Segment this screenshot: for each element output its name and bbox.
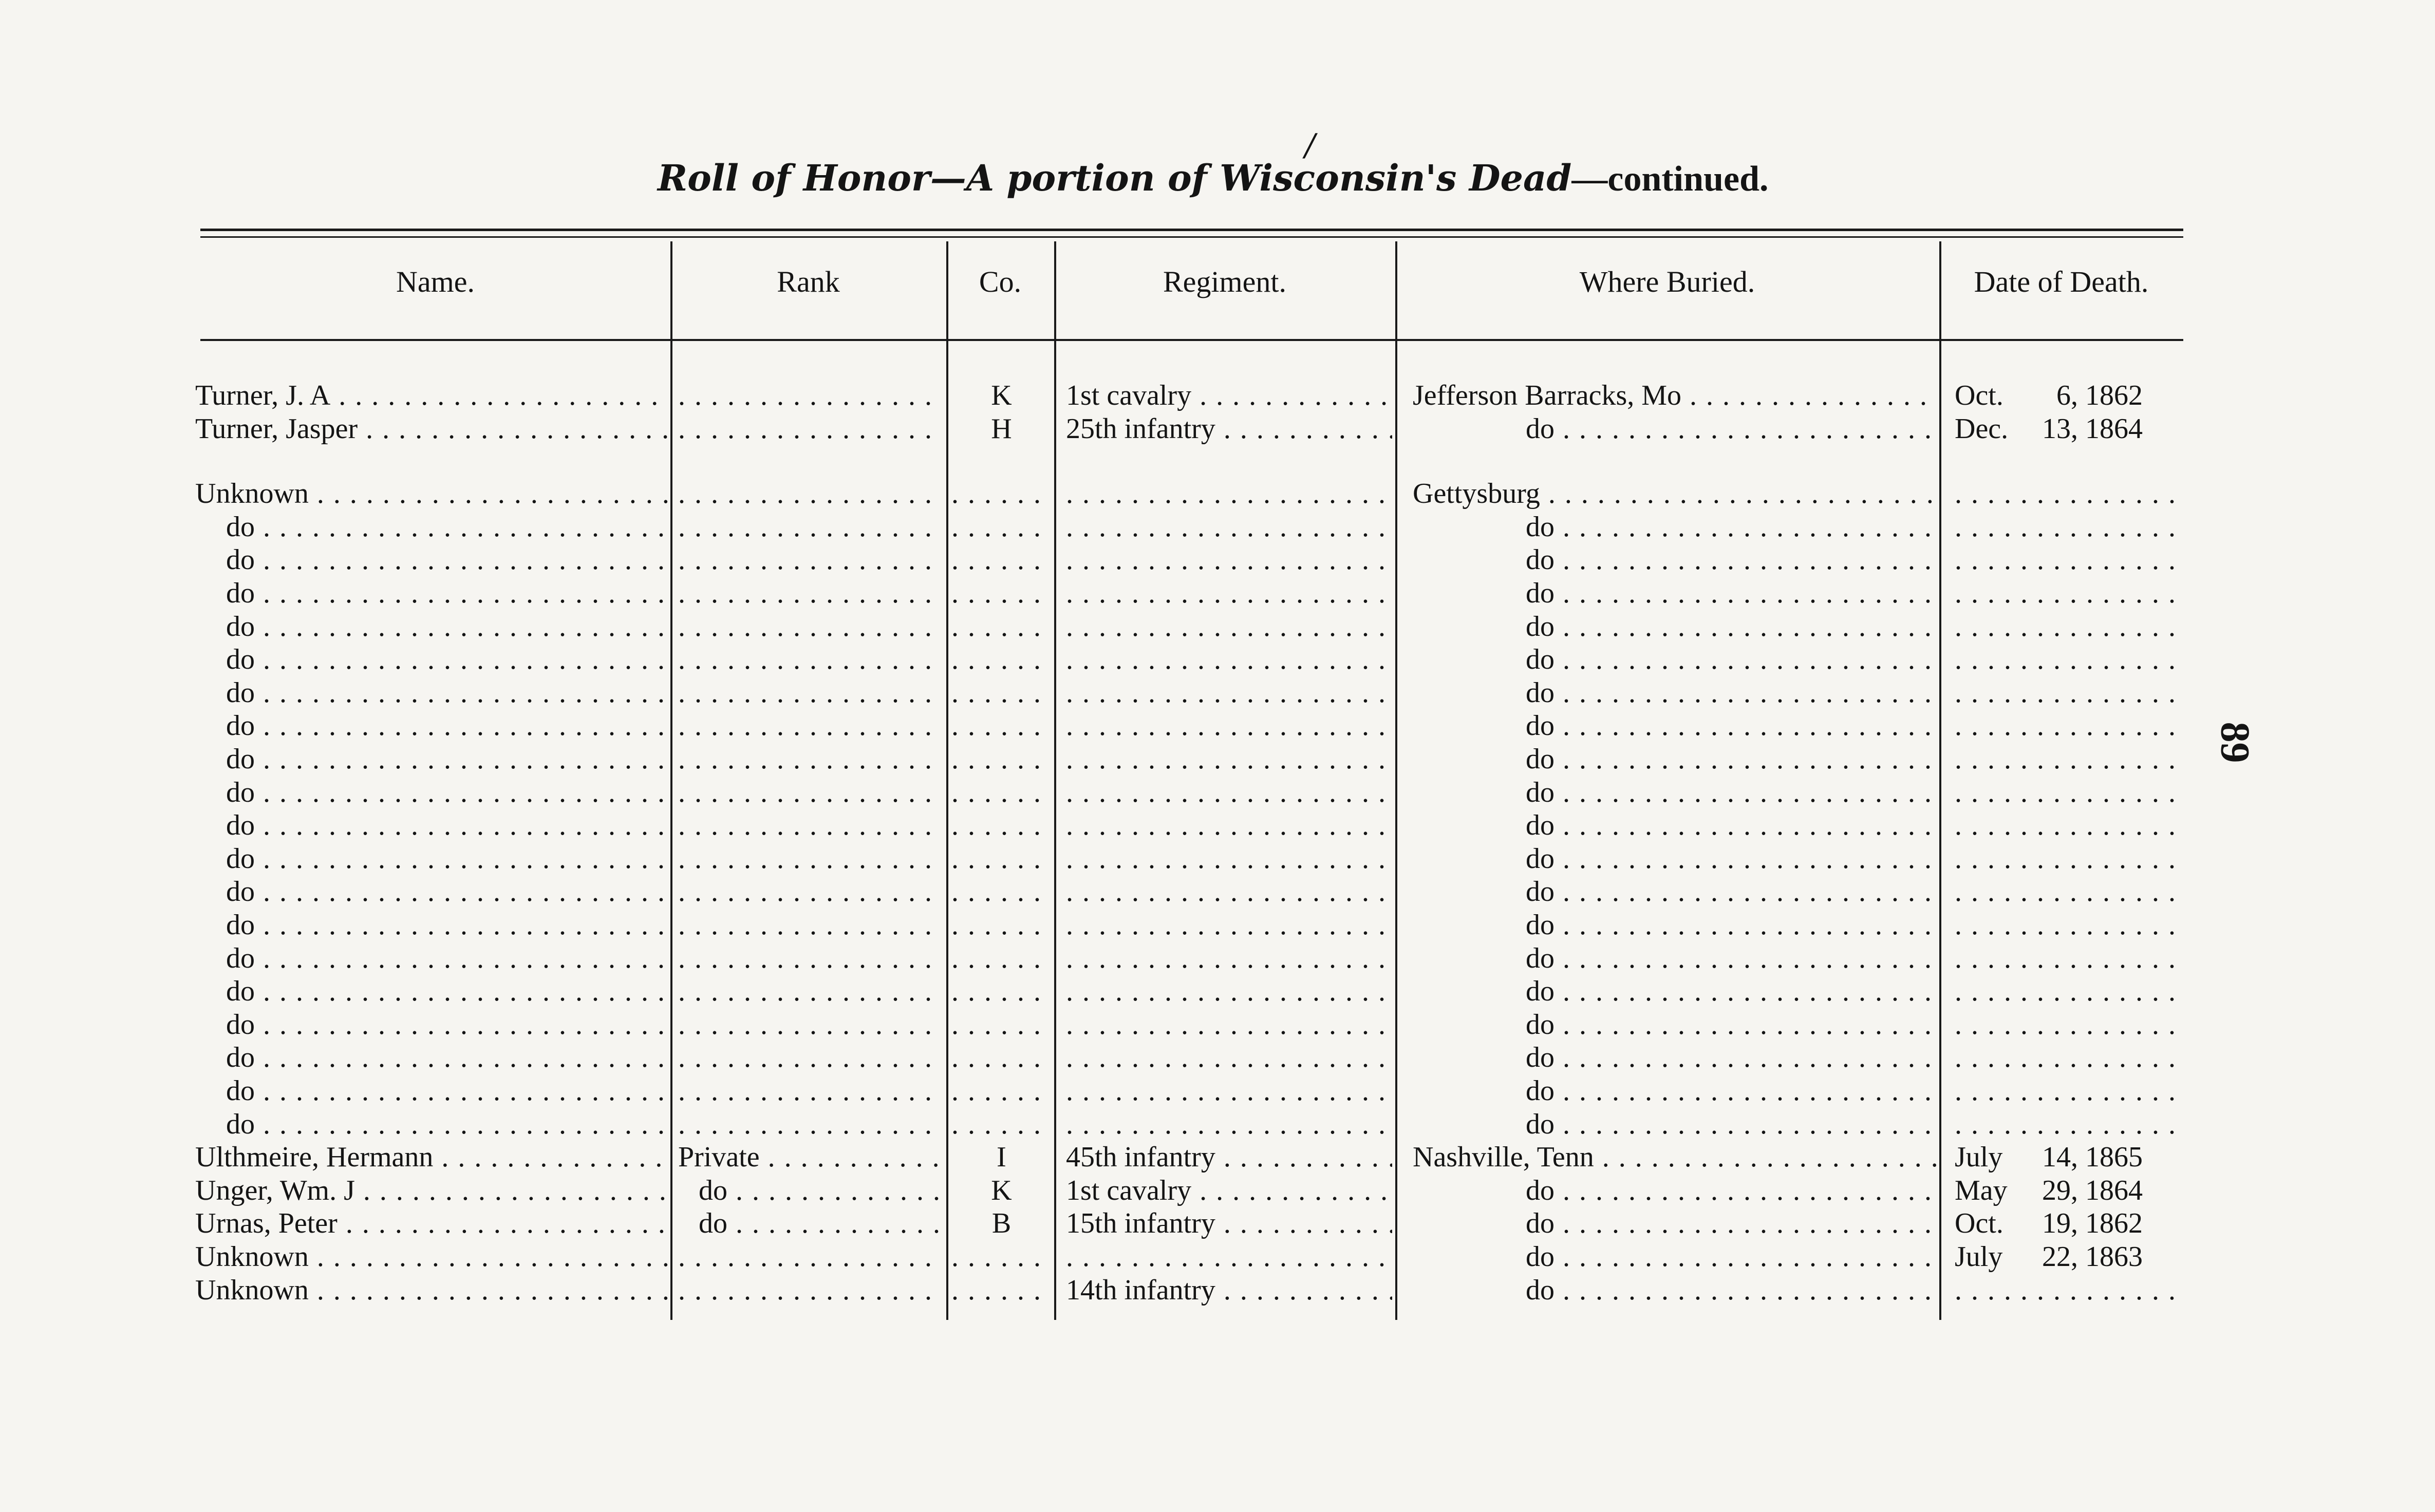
cell-date-of-death [1955,776,2181,809]
cell-name: do . . . [195,743,668,776]
cell-rank [678,1074,943,1107]
cell-where-buried: Jefferson Barracks, Mo . . . [1413,379,1937,412]
table-row [0,1274,2435,1307]
cell-date-of-death [1955,1240,2181,1273]
header-bottom-rule [200,339,2183,341]
cell-rank [678,942,943,975]
cell-where-buried: do . . . [1413,842,1937,875]
cell-regiment: 1st cavalry . . . [1066,379,1392,412]
table-row [0,379,2435,412]
table-row [0,1008,2435,1041]
cell-where-buried: do . . . [1413,809,1937,842]
cell-name: do . . . [195,909,668,941]
cell-regiment: 25th infantry . . . [1066,412,1392,445]
cell-name: do . . . [195,875,668,908]
cell-co [951,743,1052,776]
date-month: Oct. [1955,1207,2003,1240]
cell-where-buried: do . . . [1413,1008,1937,1041]
cell-where-buried: do . . . [1413,1041,1937,1074]
cell-name: do . . . [195,577,668,610]
cell-date-of-death [1955,543,2181,576]
cell-date-of-death [1955,412,2181,445]
table-row [0,1041,2435,1074]
cell-rank [678,842,943,875]
cell-date-of-death [1955,477,2181,510]
table-row [0,909,2435,941]
table-row [0,842,2435,875]
table-row [0,776,2435,809]
cell-name: Unknown . . . [195,477,668,510]
cell-where-buried: do . . . [1413,942,1937,975]
cell-name: do . . . [195,610,668,643]
cell-co: H [991,412,1012,445]
cell-regiment [1066,1041,1392,1074]
cell-rank [678,1041,943,1074]
cell-regiment: 45th infantry . . . [1066,1141,1392,1174]
table-row [0,942,2435,975]
cell-name: Turner, Jasper . . . [195,412,668,445]
cell-rank [678,975,943,1008]
table-row [0,743,2435,776]
date-day: 29, [2042,1174,2078,1206]
date-day: 14, [2042,1141,2078,1174]
cell-name: do . . . [195,1108,668,1141]
cell-regiment [1066,1240,1392,1273]
cell-date-of-death [1955,1274,2181,1307]
cell-date-of-death [1955,942,2181,975]
cell-regiment: 15th infantry . . . [1066,1207,1392,1240]
page-title-italic: Roll of Honor—A portion of Wisconsin's Dead [658,157,1572,199]
cell-co [951,1108,1052,1141]
cell-name: do . . . [195,1074,668,1107]
cell-name: do . . . [195,776,668,809]
cell-date-of-death [1955,1141,2181,1174]
cell-rank [678,610,943,643]
page-title-continued: —continued. [1571,159,1769,199]
cell-regiment: 1st cavalry . . . [1066,1174,1392,1207]
cell-where-buried: do . . . [1413,577,1937,610]
cell-name: do . . . [195,842,668,875]
table-row [0,875,2435,908]
table-row [0,577,2435,610]
cell-co [951,809,1052,842]
cell-regiment: 14th infantry . . . [1066,1274,1392,1307]
cell-co [951,676,1052,709]
cell-regiment [1066,643,1392,676]
cell-name: do . . . [195,975,668,1008]
cell-date-of-death [1955,709,2181,742]
cell-date-of-death [1955,875,2181,908]
cell-date-of-death [1955,809,2181,842]
table-row [0,709,2435,742]
cell-co [951,709,1052,742]
cell-date-of-death [1955,577,2181,610]
table-row [0,511,2435,543]
table-row [0,975,2435,1008]
date-year: 1862 [2085,380,2143,411]
cell-rank [678,1240,943,1273]
cell-regiment [1066,511,1392,543]
cell-co [951,1274,1052,1307]
cell-date-of-death [1955,610,2181,643]
table-row [0,1174,2435,1207]
cell-regiment [1066,743,1392,776]
cell-rank [678,676,943,709]
cell-co: K [991,1174,1012,1206]
cell-date-of-death [1955,676,2181,709]
table-row [0,543,2435,576]
cell-rank [678,809,943,842]
cell-name: Unger, Wm. J . . . [195,1174,668,1207]
table-row [0,1141,2435,1174]
header-name: Name. [396,265,475,298]
cell-where-buried: do . . . [1413,743,1937,776]
cell-regiment [1066,1074,1392,1107]
cell-co [951,875,1052,908]
cell-rank: do . . . [678,1207,943,1240]
cell-rank [678,412,943,445]
header-co: Co. [979,265,1022,298]
table-top-rule [200,229,2183,231]
cell-where-buried: do . . . [1413,1074,1937,1107]
cell-co [951,1041,1052,1074]
cell-name: Unknown . . . [195,1274,668,1307]
cell-name: do . . . [195,942,668,975]
cell-co [951,477,1052,510]
cell-rank [678,743,943,776]
cell-co: K [991,380,1012,411]
cell-co [951,909,1052,941]
cell-rank: do . . . [678,1174,943,1207]
cell-regiment [1066,776,1392,809]
cell-where-buried: do . . . [1413,1207,1937,1240]
cell-co [951,1008,1052,1041]
cell-date-of-death [1955,1108,2181,1141]
table-row [0,1207,2435,1240]
table-row [0,412,2435,445]
cell-where-buried: do . . . [1413,709,1937,742]
cell-date-of-death [1955,643,2181,676]
cell-name: do . . . [195,1041,668,1074]
cell-co [951,1240,1052,1273]
table-row [0,676,2435,709]
cell-name: do . . . [195,709,668,742]
cell-regiment [1066,842,1392,875]
cell-co [951,543,1052,576]
cell-name: Urnas, Peter . . . [195,1207,668,1240]
cell-regiment [1066,543,1392,576]
cell-rank [678,1108,943,1141]
cell-rank [678,1274,943,1307]
cell-name: do . . . [195,676,668,709]
cell-name: Ulthmeire, Hermann . . . [195,1141,668,1174]
cell-rank [678,477,943,510]
date-year: 1862 [2085,1207,2143,1240]
cell-rank [678,875,943,908]
cell-date-of-death [1955,1207,2181,1240]
cell-where-buried: Nashville, Tenn . . . [1413,1141,1937,1174]
cell-regiment [1066,477,1392,510]
cell-rank [678,511,943,543]
cell-rank [678,379,943,412]
page-title [658,157,1769,200]
table-row [0,1108,2435,1141]
cell-co [951,975,1052,1008]
date-day: 19, [2042,1207,2078,1240]
cell-co [951,643,1052,676]
date-year: 1864 [2085,412,2143,445]
table-row [0,1074,2435,1107]
header-date-of-death: Date of Death. [1974,265,2149,298]
cell-date-of-death [1955,1074,2181,1107]
cell-date-of-death [1955,379,2181,412]
cell-co [951,577,1052,610]
table-row [0,809,2435,842]
cell-date-of-death [1955,1174,2181,1207]
cell-co [951,776,1052,809]
date-month: Dec. [1955,412,2009,445]
cell-where-buried: do . . . [1413,1274,1937,1307]
cell-regiment [1066,875,1392,908]
cell-name: Turner, J. A . . . [195,379,668,412]
cell-where-buried: do . . . [1413,610,1937,643]
date-day: 22, [2042,1241,2078,1273]
cell-rank [678,709,943,742]
date-month: May [1955,1174,2008,1206]
date-day: 13, [2042,412,2078,445]
cell-where-buried: do . . . [1413,975,1937,1008]
cell-where-buried: do . . . [1413,776,1937,809]
cell-date-of-death [1955,842,2181,875]
cell-name: do . . . [195,1008,668,1041]
table-top-rule-2 [200,236,2183,238]
cell-rank [678,776,943,809]
header-regiment: Regiment. [1163,265,1286,298]
cell-where-buried: do . . . [1413,1240,1937,1273]
cell-rank [678,643,943,676]
cell-where-buried: do . . . [1413,543,1937,576]
cell-rank [678,1008,943,1041]
cell-regiment [1066,610,1392,643]
page-number: 89 [2212,722,2258,763]
cell-regiment [1066,942,1392,975]
cell-date-of-death [1955,1008,2181,1041]
date-month: July [1955,1141,2003,1174]
header-where-buried: Where Buried. [1579,265,1755,298]
cell-rank [678,909,943,941]
cell-date-of-death [1955,511,2181,543]
cell-where-buried: do . . . [1413,1108,1937,1141]
cell-regiment [1066,1008,1392,1041]
cell-regiment [1066,975,1392,1008]
cell-co [951,1074,1052,1107]
cell-where-buried: Gettysburg . . . [1413,477,1937,510]
cell-regiment [1066,1108,1392,1141]
cell-where-buried: do . . . [1413,511,1937,543]
cell-rank [678,577,943,610]
cell-co: I [997,1141,1006,1174]
cell-name: do . . . [195,511,668,543]
cell-name: do . . . [195,809,668,842]
cell-rank: Private . . . [678,1141,943,1174]
date-year: 1864 [2085,1174,2143,1206]
date-month: Oct. [1955,380,2003,411]
date-day: 6, [2056,380,2078,411]
cell-co [951,511,1052,543]
cell-regiment [1066,809,1392,842]
cell-date-of-death [1955,909,2181,941]
table-row [0,643,2435,676]
table-row [0,477,2435,510]
header-rank: Rank [777,265,840,298]
cell-regiment [1066,577,1392,610]
cell-name: do . . . [195,643,668,676]
cell-regiment [1066,909,1392,941]
cell-name: do . . . [195,543,668,576]
date-year: 1863 [2085,1241,2143,1273]
cell-co [951,842,1052,875]
cell-regiment [1066,709,1392,742]
cell-where-buried: do . . . [1413,643,1937,676]
date-month: July [1955,1241,2003,1273]
table-row [0,610,2435,643]
cell-where-buried: do . . . [1413,412,1937,445]
cell-where-buried: do . . . [1413,909,1937,941]
cell-date-of-death [1955,743,2181,776]
cell-rank [678,543,943,576]
table-row [0,1240,2435,1273]
cell-date-of-death [1955,975,2181,1008]
cell-where-buried: do . . . [1413,875,1937,908]
ink-mark: / [1305,127,1316,163]
cell-co [951,942,1052,975]
cell-date-of-death [1955,1041,2181,1074]
cell-co: B [991,1207,1012,1240]
cell-regiment [1066,676,1392,709]
cell-name: Unknown . . . [195,1240,668,1273]
cell-where-buried: do . . . [1413,676,1937,709]
cell-co [951,610,1052,643]
cell-where-buried: do . . . [1413,1174,1937,1207]
date-year: 1865 [2085,1141,2143,1174]
